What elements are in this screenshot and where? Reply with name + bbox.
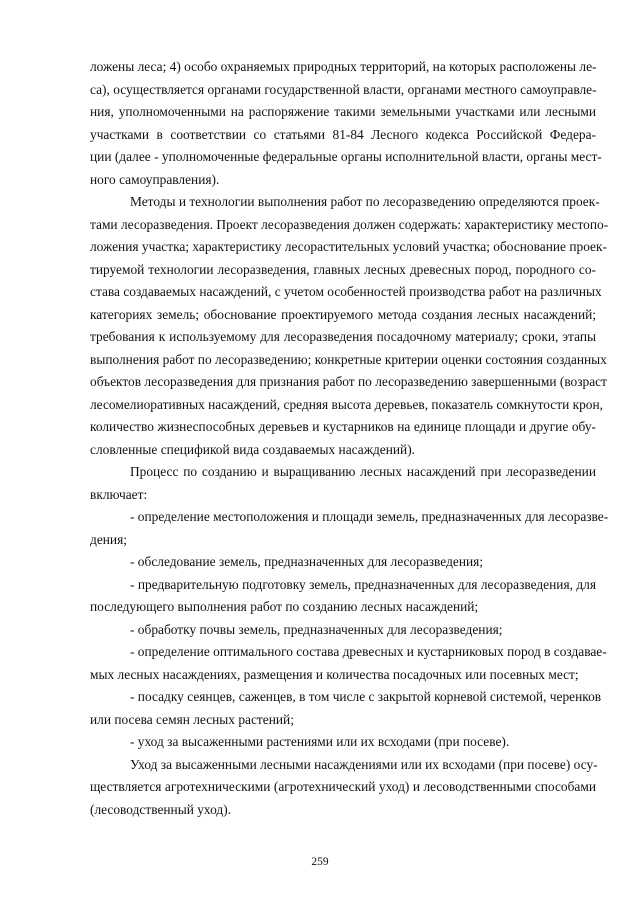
- text-line: последующего выполнения работ по созданию лесных насаждений;: [90, 599, 479, 614]
- text-line: - уход за высаженными растениями или их всходами (при посеве).: [130, 734, 510, 749]
- text-line: требования к используемому для лесоразведения посадочному материалу; сроки, этапы: [90, 329, 596, 344]
- text-line: ложены леса; 4) особо охраняемых природных территорий, на которых расположены ле-: [90, 59, 597, 74]
- text-line: - предварительную подготовку земель, предназначенных для лесоразведения, для: [130, 576, 596, 592]
- text-line: словленные спецификой вида создаваемых насаждений).: [90, 441, 416, 457]
- text-line: или посева семян лесных растений;: [90, 711, 294, 727]
- text-line: ции (далее - уполномоченные федеральные органы исполнительной власти, органы мест-: [90, 149, 602, 164]
- text-line: мых лесных насаждениях, размещения и количества посадочных или посевных мест;: [90, 666, 579, 682]
- body-text: [90, 56, 609, 821]
- text-line: - посадку сеянцев, саженцев, в том числе с закрытой корневой системой, черенков: [130, 689, 602, 704]
- text-line: включает:: [90, 486, 148, 502]
- text-line: са), осуществляется органами государственной власти, органами местного самоуправле-: [90, 81, 597, 97]
- text-line: - обследование земель, предназначенных для лесоразведения;: [130, 554, 484, 569]
- page-number: 259: [311, 856, 329, 868]
- text-line: ния, уполномоченными на распоряжение такими земельными участками или лесными: [90, 104, 596, 119]
- text-line: - определение местоположения и площади земель, предназначенных для лесоразве-: [130, 509, 609, 524]
- text-line: тами лесоразведения. Проект лесоразведения должен содержать: характеристику местопо-: [90, 216, 609, 232]
- text-line: Уход за высаженными лесными насаждениями или их всходами (при посеве) осу-: [130, 756, 598, 772]
- text-line: Методы и технологии выполнения работ по лесоразведению определяются проек-: [130, 194, 600, 209]
- text-line: лесомелиоративных насаждений, средняя высота деревьев, показатель сомкнутости крон,: [90, 396, 604, 412]
- text-line: - определение оптимального состава древесных и кустарниковых пород в создавае-: [130, 644, 607, 659]
- text-line: ществляется агротехническими (агротехнический уход) и лесоводственными способами: [90, 779, 596, 794]
- text-line: количество жизнеспособных деревьев и кустарников на единице площади и другие обу-: [90, 419, 596, 434]
- text-line: ного самоуправления).: [90, 171, 220, 187]
- text-line: выполнения работ по лесоразведению; конкретные критерии оценки состояния созданных: [90, 351, 607, 367]
- text-line: става создаваемых насаждений, с учетом особенностей производства работ на различных: [90, 284, 602, 299]
- text-line: категориях земель; обоснование проектируемого метода создания лесных насаждений;: [90, 306, 596, 322]
- text-line: объектов лесоразведения для признания работ по лесоразведению завершенными (возраст: [90, 374, 607, 389]
- text-line: - обработку почвы земель, предназначенных для лесоразведения;: [130, 621, 503, 637]
- text-line: участками в соответствии со статьями 81-84 Лесного кодекса Российской Федера-: [90, 126, 596, 142]
- text-line: (лесоводственный уход).: [90, 801, 232, 817]
- text-line: ложения участка; характеристику лесорастительных условий участка; обоснование проек-: [90, 239, 607, 254]
- text-line: тируемой технологии лесоразведения, главных лесных древесных пород, породного со-: [90, 261, 596, 277]
- text-line: Процесс по созданию и выращиванию лесных насаждений при лесоразведении: [130, 464, 596, 479]
- text-line: дения;: [90, 531, 127, 547]
